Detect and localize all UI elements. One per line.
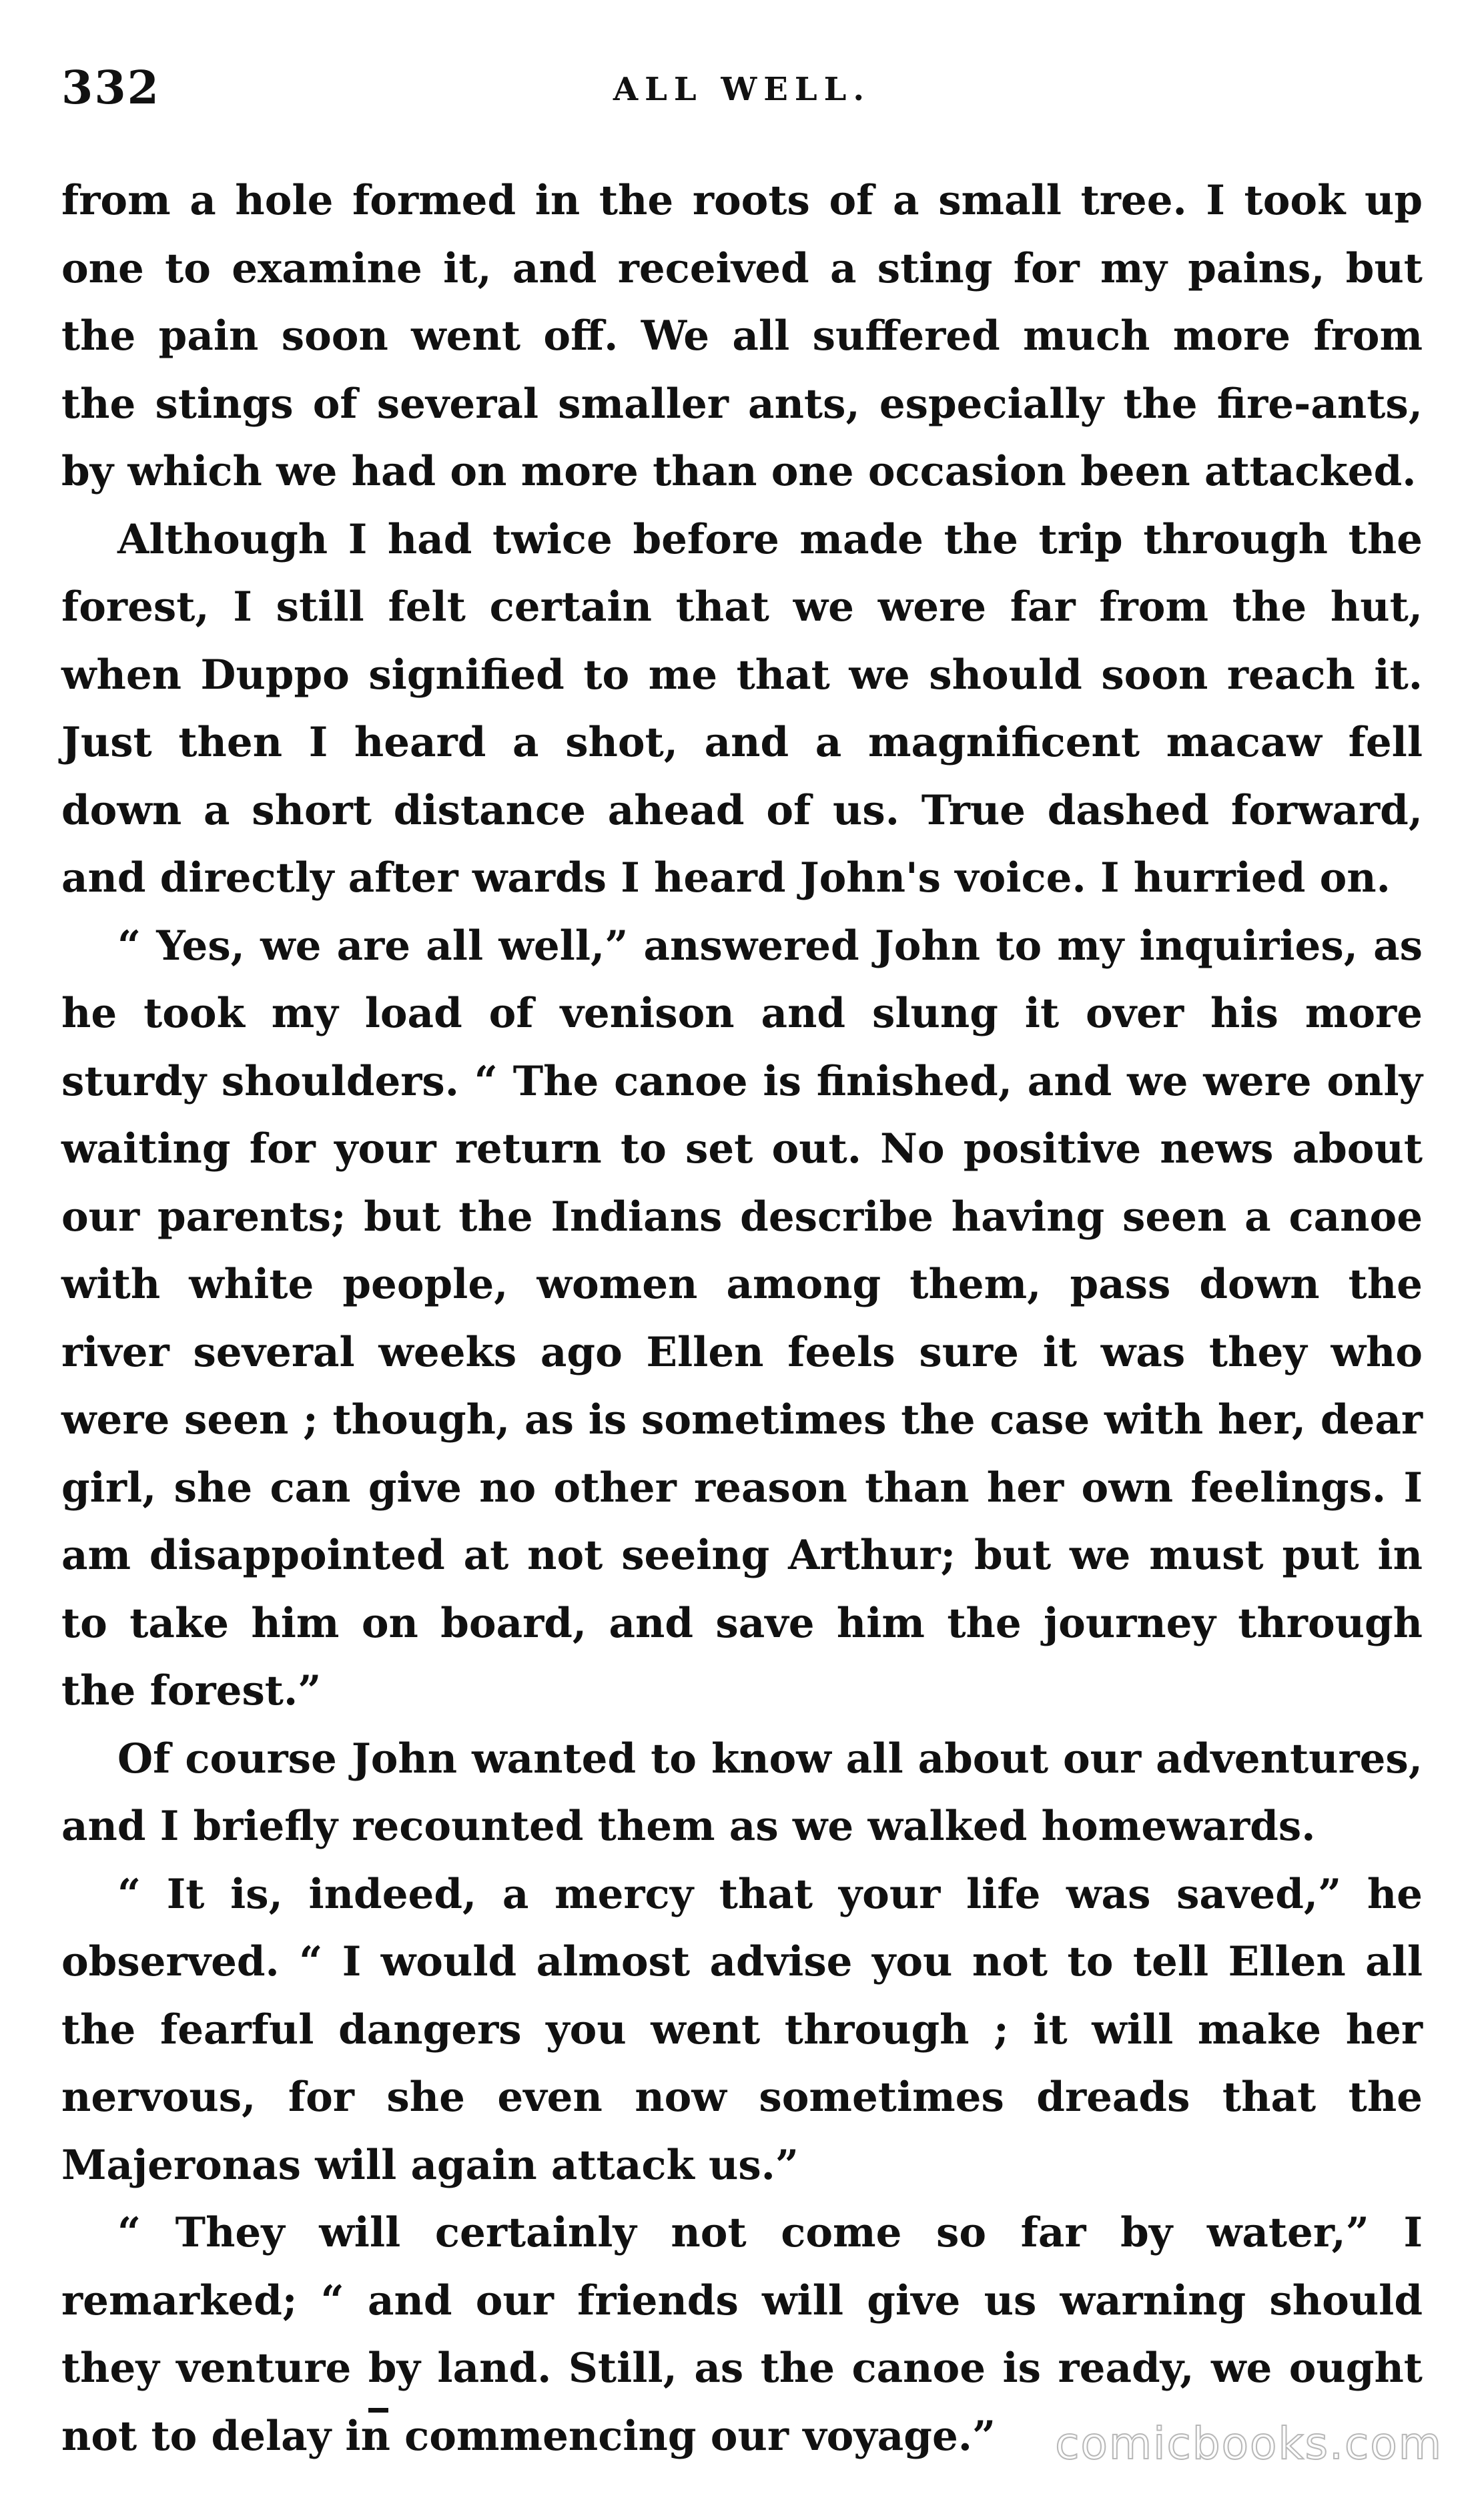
page-number: 332 xyxy=(61,61,160,115)
page-dash-mark xyxy=(368,2408,388,2413)
paragraph-forest-trip: Although I had twice before made the trip through the forest, I still felt certain that we were far from the hut, when Duppo signified to me that we should soon reach it. Just then I heard a shot, and a magnificent macaw fell down a short distance ahead of us. True dashed forward, and directly after wards I heard John's voice. I hurried on. xyxy=(61,515,1423,902)
body-text xyxy=(61,167,1423,2470)
running-title: ALL WELL. xyxy=(613,71,871,108)
paragraph-adventures: Of course John wanted to know all about our adventures, and I briefly recounted them as we walked homewards. xyxy=(61,1735,1423,1850)
paragraph-continuation: from a hole formed in the roots of a small tree. I took up one to examine it, and received a sting for my pains, but the pain soon went off. We all suffered much more from the stings of several smaller ants, especially the fire-ants, by which we had on more than one occasion been attacked. xyxy=(61,177,1423,495)
paragraph-voyage: “ They will certainly not come so far by water,” I remarked; “ and our friends will give us warning should they venture by land. Still, as the canoe is ready, we ought not to delay in commencing our voyage.” xyxy=(61,2209,1423,2460)
running-head xyxy=(61,61,1423,121)
watermark: comicbooks.com xyxy=(1055,2418,1443,2469)
paragraph-mercy: “ It is, indeed, a mercy that your life was saved,” he observed. “ I would almost advise you not to tell Ellen all the fearful dangers you went through ; it will make her nervous, for she even now sometimes dreads that the Majeronas will again attack us.” xyxy=(61,1870,1423,2189)
paragraph-john-answer: “ Yes, we are all well,” answered John to my inquiries, as he took my load of venison and slung it over his more sturdy shoulders. “ The canoe is finished, and we were only waiting for your return to set out. No positive news about our parents; but the Indians describe having seen a canoe with white people, women among them, pass down the river several weeks ago Ellen feels sure it was they who were seen ; though, as is sometimes the case with her, dear girl, she can give no other reason than her own feelings. I am disappointed at not seeing Arthur; but we must put in to take him on board, and save him the journey through the forest.” xyxy=(61,922,1423,1714)
